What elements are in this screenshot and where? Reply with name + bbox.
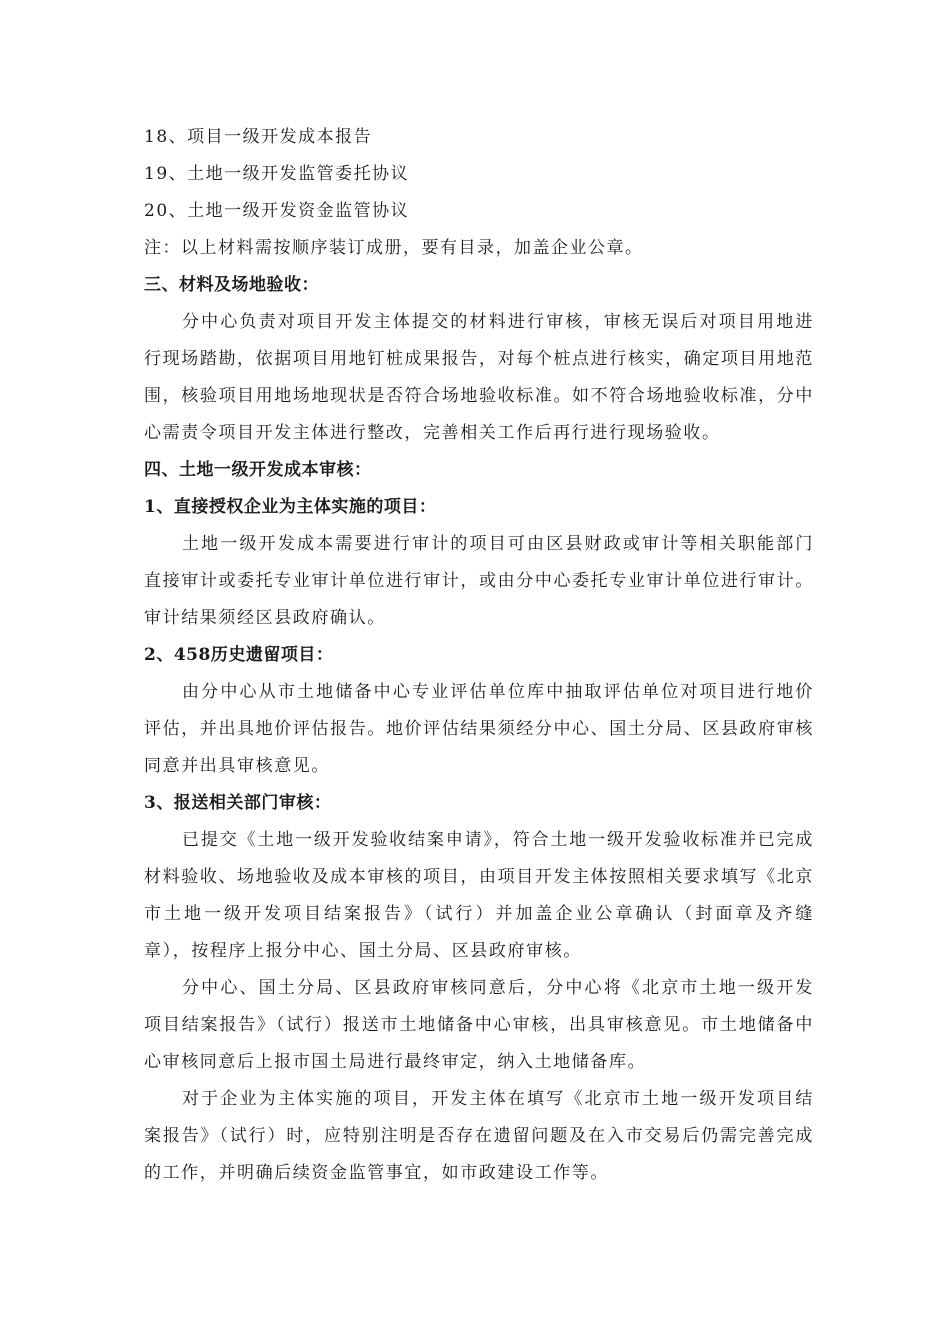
note-line: 注：以上材料需按顺序装订成册，要有目录，加盖企业公章。 — [144, 238, 644, 258]
subsection-paragraph: 土地一级开发成本需要进行审计的项目可由区县财政或审计等相关职能部门直接审计或委托专业审计单位进行审计，或由分中心委托专业审计单位进行审计。审计结果须经区县政府确认。 — [144, 534, 814, 628]
subsection-paragraph: 分中心、国土分局、区县政府审核同意后，分中心将《北京市土地一级开发项目结案报告》（试行）报送市土地储备中心审核，出具审核意见。市土地储备中心审核同意后上报市国土局进行最终审定，纳入土地储备库。 — [144, 978, 814, 1072]
list-item: 20、土地一级开发资金监管协议 — [144, 201, 410, 221]
subsection-heading-direct-authorization: 1、直接授权企业为主体实施的项目： — [144, 497, 437, 517]
subsection-paragraph: 由分中心从市土地储备中心专业评估单位库中抽取评估单位对项目进行地价评估，并出具地价评估报告。地价评估结果须经分中心、国土分局、区县政府审核同意并出具审核意见。 — [144, 682, 814, 776]
subsection-paragraph: 已提交《土地一级开发验收结案申请》，符合土地一级开发验收标准并已完成材料验收、场地验收及成本审核的项目，由项目开发主体按照相关要求填写《北京市土地一级开发项目结案报告》（试行）并加盖企业公章确认（封面章及齐缝章），按程序上报分中心、国土分局、区县政府审核。 — [144, 830, 814, 961]
subsection-heading-legacy-projects: 2、458历史遗留项目： — [144, 645, 334, 665]
subsection-paragraph: 对于企业为主体实施的项目，开发主体在填写《北京市土地一级开发项目结案报告》（试行）时，应特别注明是否存在遗留问题及在入市交易后仍需完善完成的工作，并明确后续资金监管事宜，如市政建设工作等。 — [144, 1089, 814, 1183]
list-item: 19、土地一级开发监管委托协议 — [144, 164, 410, 184]
section-heading-cost-audit: 四、土地一级开发成本审核： — [144, 460, 372, 480]
section-paragraph: 分中心负责对项目开发主体提交的材料进行审核，审核无误后对项目用地进行现场踏勘，依据项目用地钉桩成果报告，对每个桩点进行核实，确定项目用地范围，核验项目用地场地现状是否符合场地验收标准。如不符合场地验收标准，分中心需责令项目开发主体进行整改，完善相关工作后再行进行现场验收。 — [144, 312, 814, 443]
list-item: 18、项目一级开发成本报告 — [144, 127, 373, 147]
document-body — [144, 119, 814, 1192]
subsection-heading-submit-review: 3、报送相关部门审核： — [144, 793, 332, 813]
section-heading-materials-site-acceptance: 三、材料及场地验收： — [144, 275, 319, 295]
